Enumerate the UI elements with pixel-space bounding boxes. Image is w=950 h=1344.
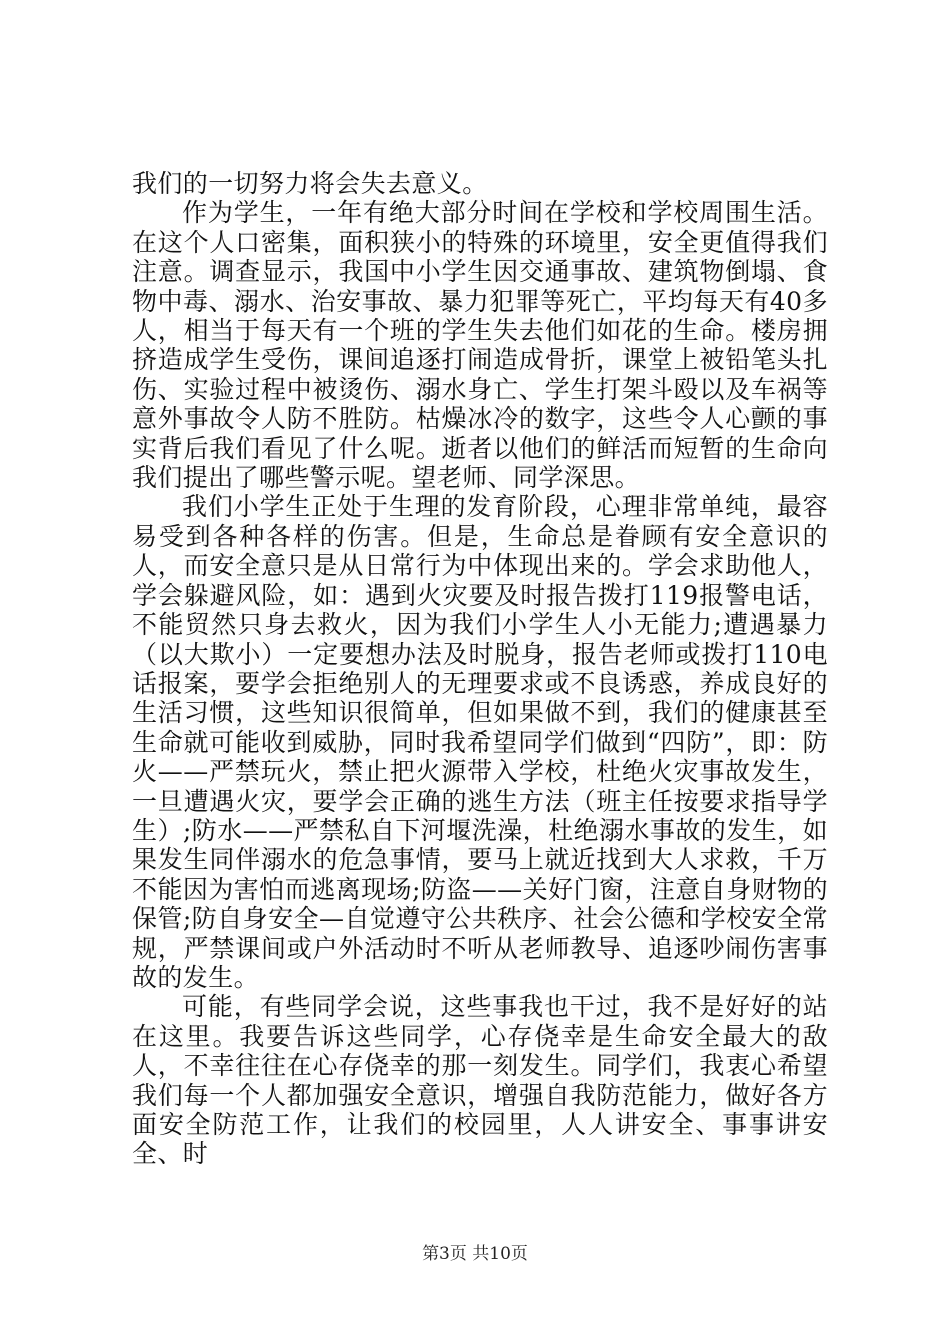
document-body — [132, 169, 828, 1169]
paragraph-luck-warning: 可能，有些同学会说，这些事我也干过，我不是好好的站在这里。我要告诉这些同学，心存侥幸是生命安全最大的敌人，不幸往往在心存侥幸的那一刻发生。同学们，我衷心希望我们每一个人都加强安全意识，增强自我防范能力，做好各方面安全防范工作，让我们的校园里，人人讲安全、事事讲安全、时 — [132, 992, 828, 1169]
paragraph-safety-awareness: 我们小学生正处于生理的发育阶段，心理非常单纯，最容易受到各种各样的伤害。但是，生命总是眷顾有安全意识的人，而安全意只是从日常行为中体现出来的。学会求助他人，学会躲避风险，如：遇到火灾要及时报告拨打119报警电话，不能贸然只身去救火，因为我们小学生人小无能力;遭遇暴力（以大欺小）一定要想办法及时脱身，报告老师或拨打110电话报案，要学会拒绝别人的无理要求或不良诱惑，养成良好的生活习惯，这些知识很简单，但如果做不到，我们的健康甚至生命就可能收到威胁，同时我希望同学们做到“四防”，即：防火——严禁玩火，禁止把火源带入学校，杜绝火灾事故发生，一旦遭遇火灾，要学会正确的逃生方法（班主任按要求指导学生）;防水——严禁私自下河堰洗澡，杜绝溺水事故的发生，如果发生同伴溺水的危急事情，要马上就近找到大人求救，千万不能因为害怕而逃离现场;防盗——关好门窗，注意自身财物的保管;防自身安全—自觉遵守公共秩序、社会公德和学校安全常规，严禁课间或户外活动时不听从老师教导、追逐吵闹伤害事故的发生。 — [132, 492, 828, 992]
paragraph-students-environment: 作为学生，一年有绝大部分时间在学校和学校周围生活。在这个人口密集，面积狭小的特殊的环境里，安全更值得我们注意。调查显示，我国中小学生因交通事故、建筑物倒塌、食物中毒、溺水、治安事故、暴力犯罪等死亡，平均每天有40多人，相当于每天有一个班的学生失去他们如花的生命。楼房拥挤造成学生受伤，课间追逐打闹造成骨折，课堂上被铅笔头扎伤、实验过程中被烫伤、溺水身亡、学生打架斗殴以及车祸等意外事故令人防不胜防。枯燥冰冷的数字，这些令人心颤的事实背后我们看见了什么呢。逝者以他们的鲜活而短暂的生命向我们提出了哪些警示呢。望老师、同学深思。 — [132, 198, 828, 493]
paragraph-continuation: 我们的一切努力将会失去意义。 — [132, 169, 488, 198]
page-footer: 第3页 共10页 — [422, 1244, 528, 1264]
